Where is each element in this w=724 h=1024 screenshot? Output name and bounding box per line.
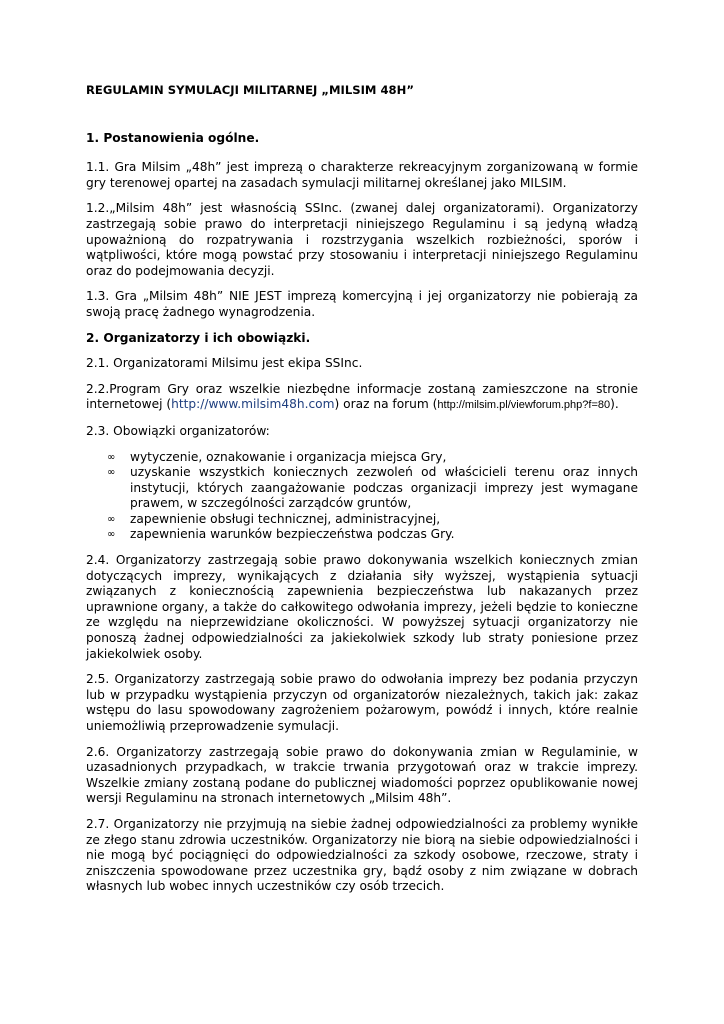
paragraph-2-6: 2.6. Organizatorzy zastrzegają sobie prawo do dokonywania zmian w Regulaminie, w uzasadnionych przypadkach, w trakcie trwania przygotowań oraz w trakcie imprezy. Wszelkie zmiany zostaną podane do publicznej wiadomości poprzez opublikowanie nowej wersji Regulaminu na stronach internetowych „Milsim 48h”. bbox=[86, 744, 638, 806]
paragraph-2-2-text-c: ). bbox=[610, 397, 619, 412]
duties-list bbox=[86, 450, 638, 544]
bullet-icon: ∞ bbox=[107, 451, 116, 463]
list-item bbox=[86, 465, 638, 512]
paragraph-2-5: 2.5. Organizatorzy zastrzegają sobie prawo do odwołania imprezy bez podania przyczyn lub w przypadku wystąpienia przyczyn od organizatorów niezależnych, takich jak: zakaz wstępu do lasu spowodowany zagrożeniem pożarowym, powódź i innych, które realnie uniemożliwią przeprowadzenie symulacji. bbox=[86, 672, 638, 733]
bullet-icon: ∞ bbox=[107, 467, 116, 479]
list-item bbox=[86, 512, 638, 528]
list-item-text: wytyczenie, oznakowanie i organizacja miejsca Gry, bbox=[130, 449, 447, 464]
paragraph-2-1: 2.1. Organizatorami Milsimu jest ekipa SSInc. bbox=[86, 356, 363, 371]
list-item bbox=[86, 450, 638, 466]
document-title: REGULAMIN SYMULACJI MILITARNEJ „MILSIM 48H” bbox=[86, 83, 414, 97]
paragraph-2-7: 2.7. Organizatorzy nie przyjmują na siebie żadnej odpowiedzialności za problemy wynikłe ze złego stanu zdrowia uczestników. Organizatorzy nie biorą na siebie odpowiedzialności i nie mogą być pociągnięci do odpowiedzialności za szkody osobowe, rzeczowe, straty i zniszczenia spowodowane przez uczestnika gry, bądź osoby z nim związane w dobrach własnych lub wobec innych uczestników czy osób trzecich. bbox=[86, 816, 638, 894]
paragraph-2-2-text-a: 2.2.Program Gry oraz wszelkie niezbędne informacje zostaną zamieszczone na stronie internetowej ( bbox=[86, 381, 638, 412]
list-item-text: zapewnienie obsługi technicznej, administracyjnej, bbox=[130, 511, 441, 526]
paragraph-2-4: 2.4. Organizatorzy zastrzegają sobie prawo dokonywania wszelkich koniecznych zmian dotyczących imprezy, wynikających z działania siły wyższej, wystąpienia sytuacji związanych z koniecznością zapewnienia bezpieczeństwa lub nakazanych przez uprawnione organy, a także do całkowitego odwołania imprezy, jeżeli będzie to konieczne ze względu na nieprzewidziane okoliczności. W powyższej sytuacji organizatorzy nie ponoszą żadnej odpowiedzialności za jakiekolwiek szkody lub straty poniesione przez jakiekolwiek osoby. bbox=[86, 553, 638, 661]
list-item bbox=[86, 527, 638, 543]
section-1-heading: 1. Postanowienia ogólne. bbox=[86, 130, 260, 145]
paragraph-2-2 bbox=[86, 382, 638, 414]
website-link[interactable]: http://www.milsim48h.com bbox=[171, 397, 335, 412]
paragraph-2-3: 2.3. Obowiązki organizatorów: bbox=[86, 423, 270, 438]
paragraph-2-2-text-b: ) oraz na forum ( bbox=[334, 397, 438, 412]
paragraph-1-2: 1.2.„Milsim 48h” jest własnością SSInc. (zwanej dalej organizatorami). Organizatorzy zastrzegają sobie prawo do interpretacji niniejszego Regulaminu i są jedyną władzą upoważnioną do rozpatrywania i rozstrzygania wszelkich rozbieżności, sporów i wątpliwości, które mogą powstać przy stosowaniu i interpretacji niniejszego Regulaminu oraz do podejmowania decyzji. bbox=[86, 201, 638, 278]
bullet-icon: ∞ bbox=[107, 529, 116, 541]
list-item-text: uzyskanie wszystkich koniecznych zezwoleń od właścicieli terenu oraz innych instytucji, których zaangażowanie podczas organizacji imprezy jest wymagane prawem, w szczególności zarządców gruntów, bbox=[130, 465, 638, 511]
bullet-icon: ∞ bbox=[107, 513, 116, 525]
list-item-text: zapewnienia warunków bezpieczeństwa podczas Gry. bbox=[130, 527, 455, 542]
paragraph-1-3: 1.3. Gra „Milsim 48h” NIE JEST imprezą komercyjną i jej organizatorzy nie pobierają za swoją pracę żadnego wynagrodzenia. bbox=[86, 289, 638, 319]
section-2-heading: 2. Organizatorzy i ich obowiązki. bbox=[86, 330, 311, 345]
document-body bbox=[86, 83, 638, 895]
forum-link[interactable]: http://milsim.pl/viewforum.php?f=80 bbox=[437, 399, 611, 412]
paragraph-1-1: 1.1. Gra Milsim „48h” jest imprezą o charakterze rekreacyjnym zorganizowaną w formie gry terenowej opartej na zasadach symulacji militarnej określanej jako MILSIM. bbox=[86, 160, 638, 190]
